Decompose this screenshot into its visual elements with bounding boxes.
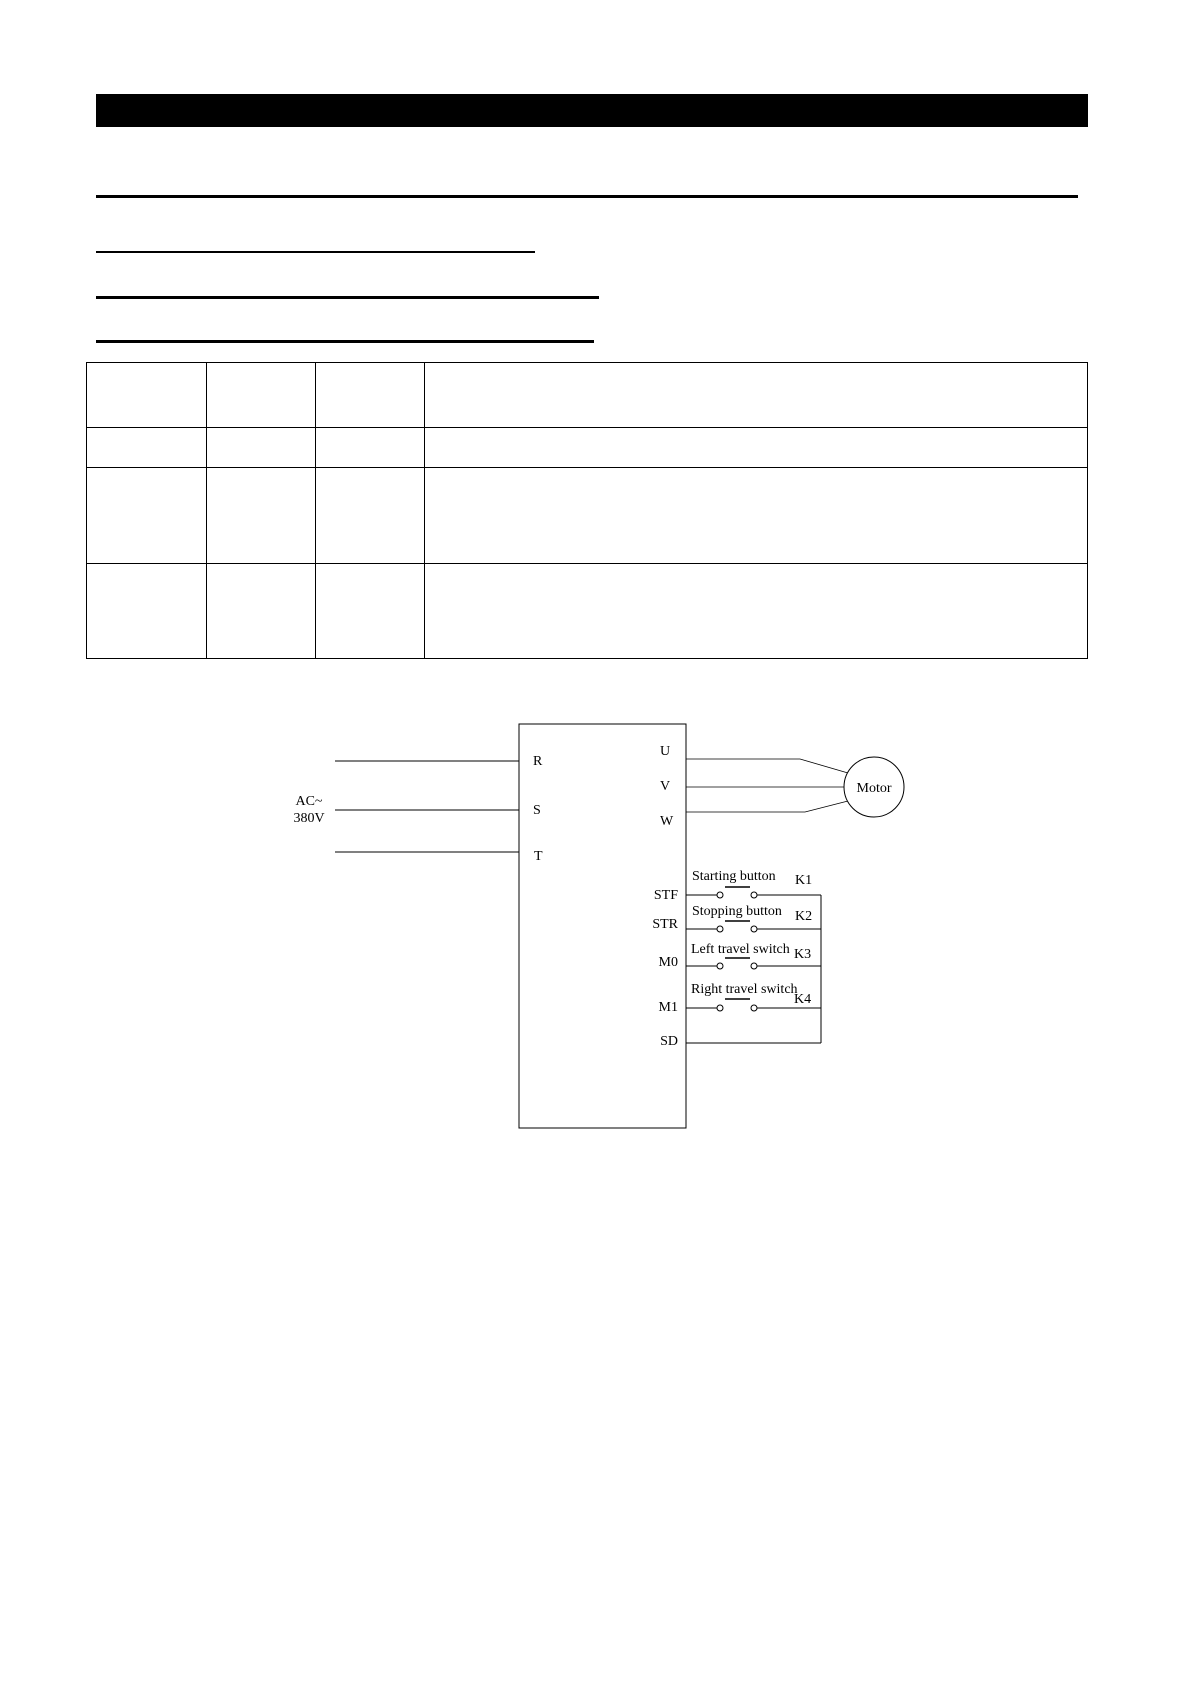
terminal-stf: STF	[653, 888, 678, 903]
table-row	[87, 428, 1088, 468]
motor-label: Motor	[856, 781, 892, 796]
table-cell	[425, 468, 1088, 564]
terminal-m1: M1	[658, 1000, 678, 1015]
terminal-r: R	[533, 754, 543, 769]
switch-id: K1	[795, 873, 813, 888]
table-cell	[207, 363, 316, 428]
wiring-diagram	[0, 700, 1190, 1140]
terminal-u: U	[660, 744, 671, 759]
switch-caption: Left travel switch	[691, 942, 790, 957]
switch-caption: Starting button	[692, 869, 776, 884]
table-cell	[316, 564, 425, 659]
table-cell	[87, 428, 207, 468]
table-row	[87, 363, 1088, 428]
terminal-m0: M0	[658, 955, 678, 970]
table-row	[87, 564, 1088, 659]
motor-line-w	[686, 801, 848, 812]
terminal-t: T	[534, 849, 543, 864]
switch-id: K2	[795, 909, 813, 924]
table-cell	[207, 468, 316, 564]
table-cell	[207, 564, 316, 659]
table-cell	[425, 564, 1088, 659]
table-row	[87, 468, 1088, 564]
table-cell	[207, 428, 316, 468]
switch-id: K4	[794, 992, 812, 1007]
switch-k2	[686, 904, 821, 932]
switch-k3	[686, 942, 821, 969]
table-cell	[87, 564, 207, 659]
terminal-str: STR	[652, 917, 678, 932]
parameter-table	[86, 362, 1088, 659]
terminal-w: W	[660, 814, 674, 829]
supply-label-line1: AC~	[295, 794, 323, 809]
heading-rule	[96, 195, 1078, 198]
switch-k4	[686, 982, 821, 1011]
switch-k1	[686, 869, 821, 898]
switch-caption: Right travel switch	[691, 982, 798, 997]
table-cell	[316, 468, 425, 564]
table-cell	[87, 363, 207, 428]
terminal-s: S	[533, 803, 541, 818]
terminal-sd: SD	[660, 1034, 678, 1049]
supply-label-line2: 380V	[293, 811, 325, 826]
switch-id: K3	[794, 947, 812, 962]
subheading-rule-3	[96, 340, 594, 343]
section-header-bar	[96, 94, 1088, 127]
table-cell	[425, 363, 1088, 428]
subheading-rule-2	[96, 296, 599, 299]
motor-line-u	[686, 759, 848, 773]
terminal-v: V	[660, 779, 671, 794]
table-cell	[425, 428, 1088, 468]
switch-caption: Stopping button	[692, 904, 782, 919]
table-cell	[316, 428, 425, 468]
table-cell	[87, 468, 207, 564]
subheading-rule-1	[96, 251, 535, 253]
table-cell	[316, 363, 425, 428]
